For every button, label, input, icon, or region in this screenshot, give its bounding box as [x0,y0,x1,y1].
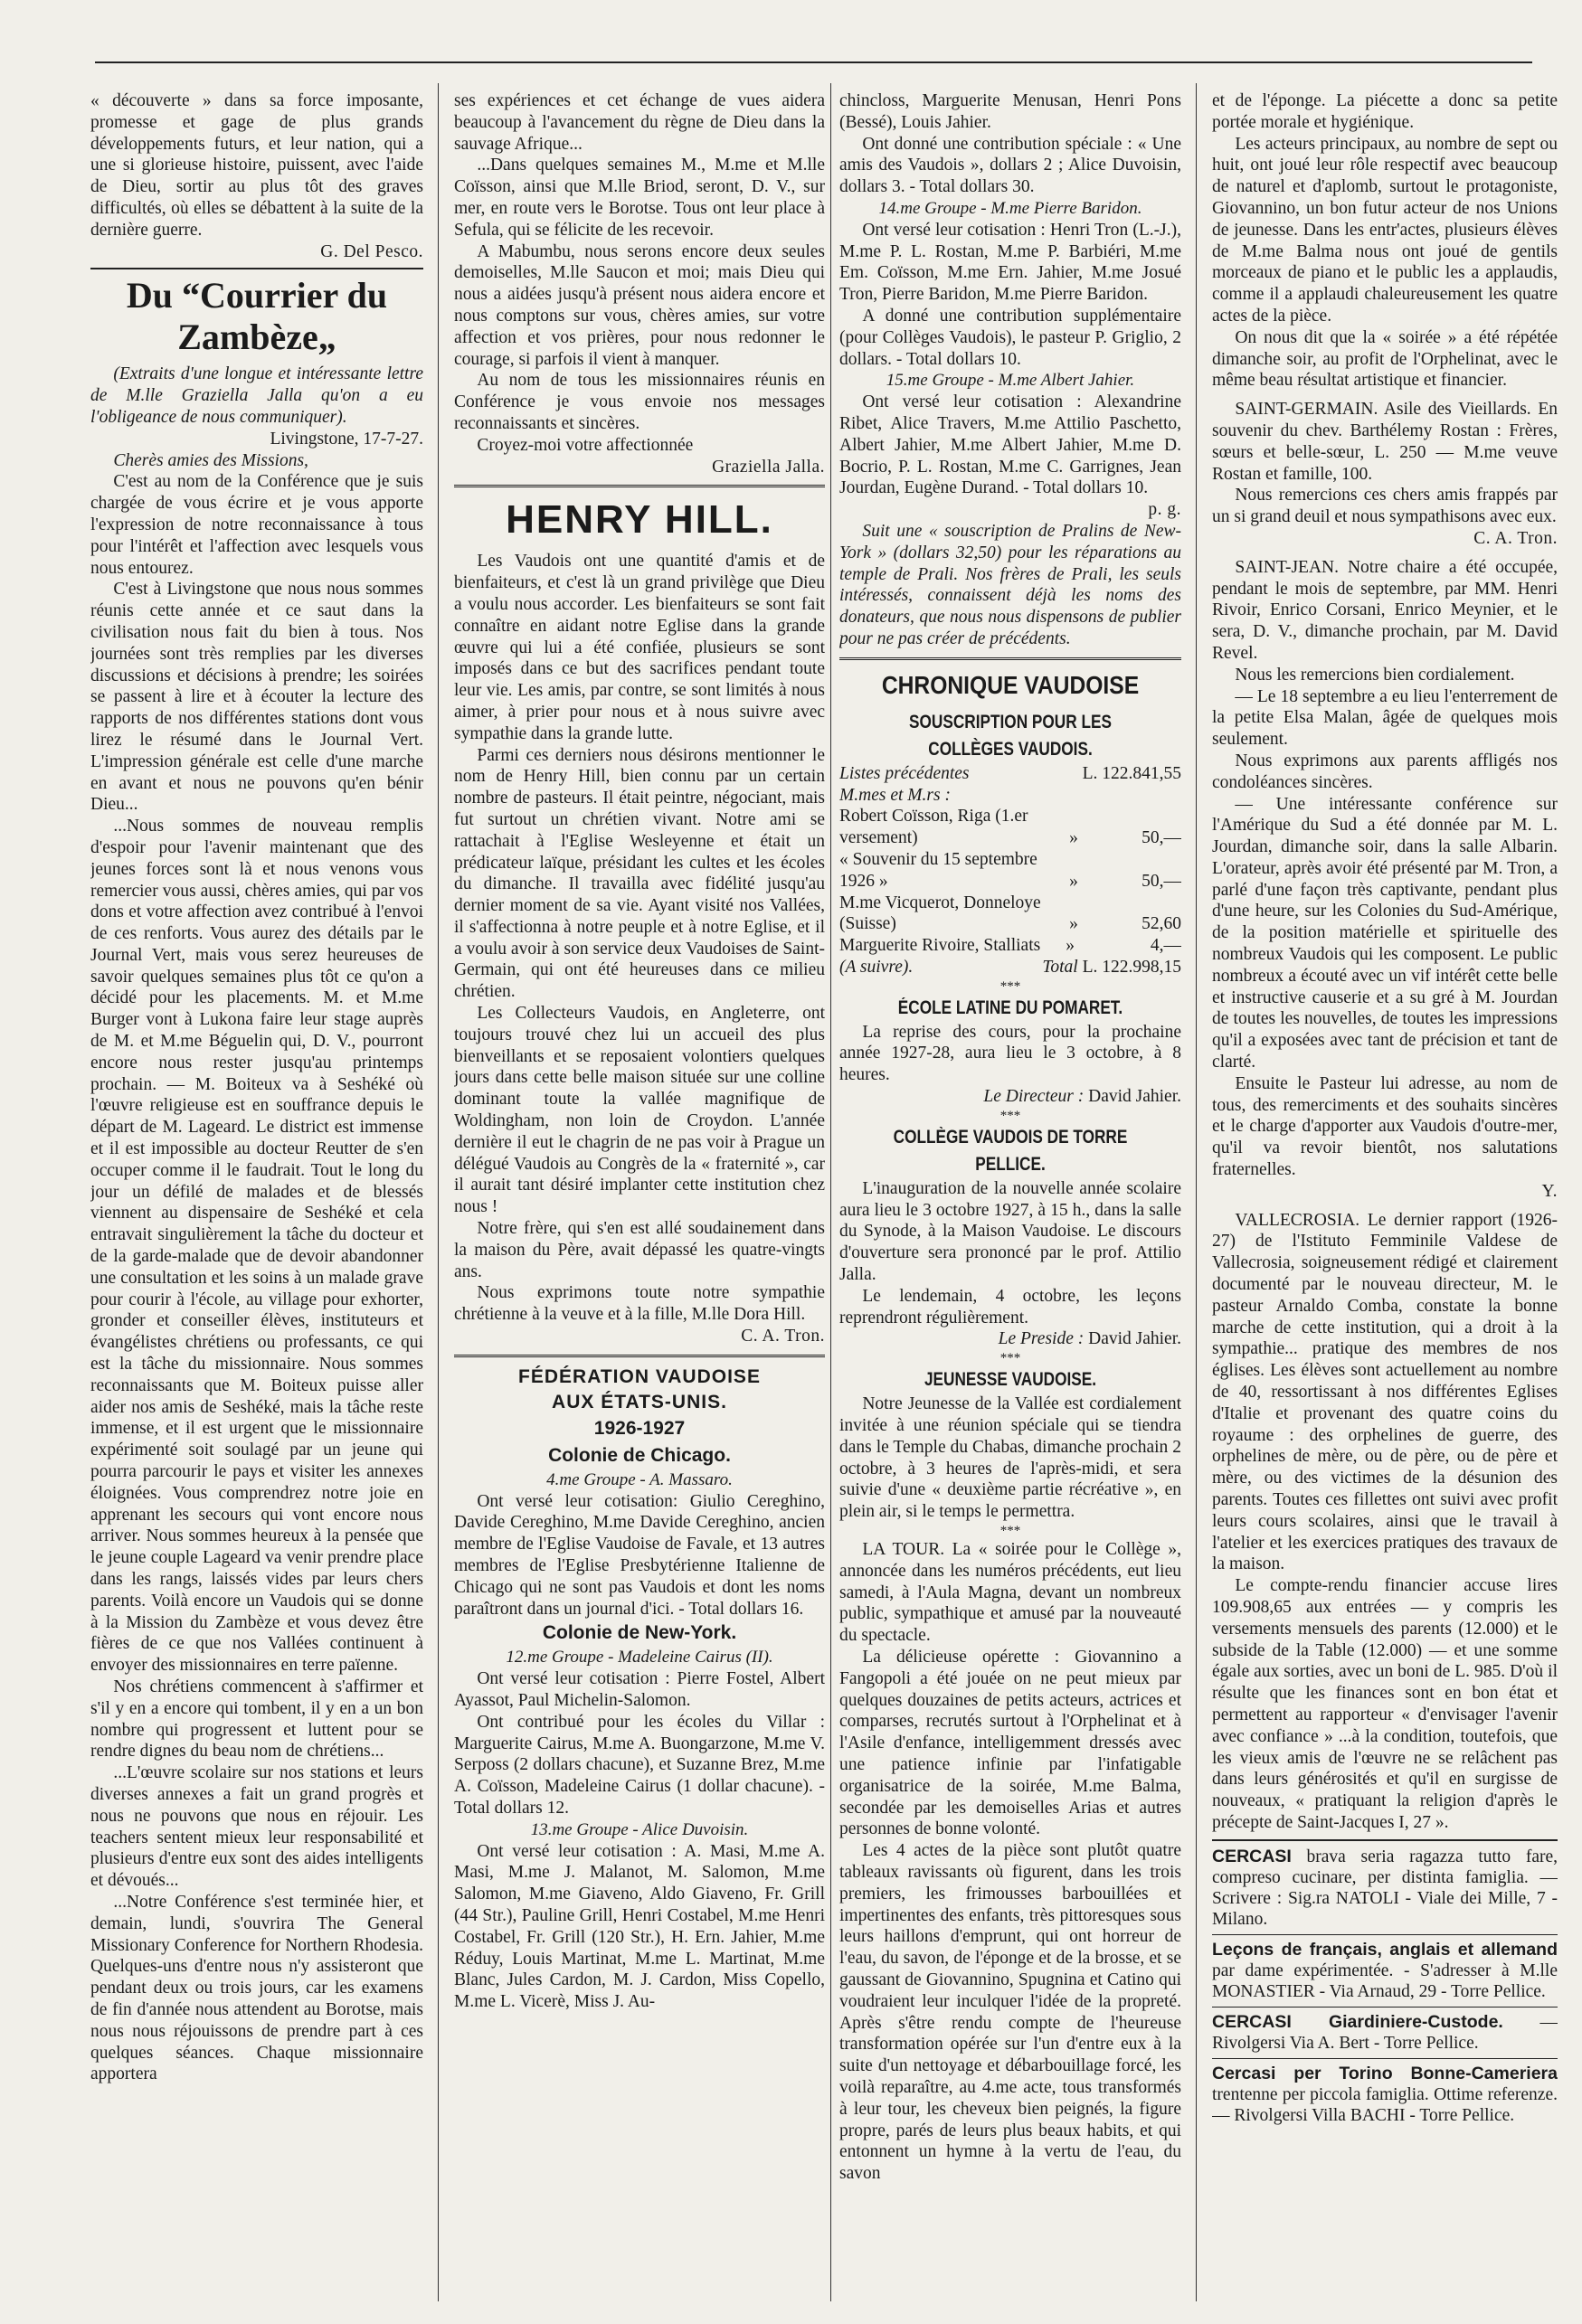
intro-signature: G. Del Pesco. [320,241,423,261]
courrier-salutation: Cherès amies des Missions, [113,450,308,470]
souscription-entry: « Souvenir du 15 septembre 1926 » » 50,— [839,849,1181,891]
stars-separator: *** [999,978,1021,994]
column-rule [830,83,831,2301]
column-2 [454,90,825,2299]
listes-row: Listes précédentes L. 122.841,55 [839,763,1181,783]
latour-paragraph: Les acteurs principaux, au nombre de sept ou huit, ont joué leur rôle respectif avec beaucoup de naturel et d'aplomb, surtout le protagoniste, Giovannino, un bon futur acteur de nos Unions de jeunesse. Dans les entr'actes, plusieurs élèves de M.me Balma nous ont joué de gentils morceaux de piano et le public les a applaudis, comme il a applaudi chaleureusement les quatre actes de la pièce. [1212,134,1558,326]
jeunesse-text: Notre Jeunesse de la Vallée est cordialement invitée à une réunion spéciale qui se tiendra dans le Temple du Chabas, dimanche prochain 2 octobre, à 3 heures de l'après-midi, et sera suivie d'une « deuxième partie récréative », en plein air, si le temps le permettra. [839,1394,1181,1522]
henry-signature: C. A. Tron. [741,1327,825,1346]
letter-paragraph: ...Dans quelques semaines M., M.me et M.lle Coïsson, ainsi que M.lle Briod, seront, D. V., sur mer, en route vers le Borotse. Tous ont leur place à Sefula, qui se félicite de les recevoir. [454,156,825,240]
column-4 [1212,90,1558,2299]
column-3: chincloss, Marguerite Menusan, Henri Pons (Bessé), Louis Jahier. Ont donné une contribution spéciale : « Une amis des Vaudois », dollars 2 ; Alice Duvoisin, dollars 3. - Total dollars 30. 14.me Groupe - M.me Pierre Baridon. Ont versé leur cotisation : Henri Tron (L.-J.), M.me P. L. Rostan, M.me P. Barbiéri, M.me Em. Coïsson, M.me Ern. Jahier, M.me Josué Tron, Pierre Baridon, M.me Pierre Baridon. A donné une contribution supplémentaire (pour Collèges Vaudois), le pasteur P. Griglio, 2 dollars. - Total dollars 10. 15.me Groupe - M.me Albert Jahier. Ont versé leur cotisation : Alexandrine Ribet, Alice Travers, M.me Attilio Paschetto, Albert Jahier, M.me Albert Jahier, M.me D. Bocrio, P. L. Rostan, M.me C. Garrignes, Jean Jourdan, Eugène Durand. - Total dollars 10. p. g. Suit une « souscription de Pralins de New-York » (dollars 32,50) pour les réparations au temple de Prali. Nos frères de Prali, les seuls intéressés, connaissent déjà les noms des donateurs, que nous nous dispensons de publier pour ne pas créer de précédents. CHRONIQUE VAUDOISE SOUSCRIPTION POUR LES COLLÈGES VAUDOIS. Listes précédentes L. 122.841,55 M.mes et M.rs : Robert Coïsson, Riga (1.er versement) » 50,— « Souvenir du 15 septembre 1926 » » 50,— M.me Vicquerot, Donneloye (Suisse) » 52,60 Marguerite Rivoire, Stalliats » 4,— (A suivre). Total L. 122.998,15 *** ÉCOLE LATINE DU POMARET. La reprise des cours, pour la prochaine année 1927-28, aura lieu le 3 octobre, à 8 heures. Le Directeur : David Jahier. *** COLLÈGE VAUDOIS DE TORRE PELLICE. L'inauguration de la nouvelle année scolaire aura lieu le 3 octobre 1927, à 15 h., dans la salle du Synode, à la Maison Vaudoise. Le discours d'ouverture sera prononcé par le prof. Attilio Jalla. Le lendemain, 4 octobre, les leçons reprendront régulièrement. Le Preside : David Jahier. *** JEUNESSE VAUDOISE. Notre Jeunesse de la Vallée est cordialement invitée à une réunion spéciale qui se tiendra dans le Temple du Chabas, dimanche prochain 2 octobre, à 3 heures de l'après-midi, et sera suivie d'une « deuxième partie récréative », en plein air, si le temps le permettra. *** LA TOUR. La « soirée pour le Collège », annoncée dans les numéros précédents, eut lieu samedi, à l'Aula Magna, devant un nombreux public, sympathique et amusé par la nouveauté du spectacle. La délicieuse opérette : Giovannino a Fangopoli a été jouée on ne peut mieux par quelques douzaines de petits acteurs, actrices et comparses, recrutés surtout à l'Orphelinat et à l'Asile d'enfance, intelligemment dressés avec une patience infinie par l'infatigable organisatrice de la soirée, M.me Balma, secondée par les demoiselles Arias et autres personnes de bonne volonté. Les 4 actes de la pièce sont plutôt quatre tableaux ravissants où figurent, dans les trois premiers, les frimousses barbouillées et impertinentes des enfants, très pittoresques sous leurs haillons d'emprunt, qui ont horreur de l'eau, du savon, de l'éponge et de la brosse, et se gaussant de Giovannino, Spugnina et Catino qui voudraient leur inculquer l'idée de la propreté. Après s'être rendu compte de l'heureuse transformation opérée sur l'un d'entre eux à la suite d'un nettoyage et débarbouillage forcé, les voilà reparaître, au 4.me acte, tous transformés à leur tour, les cheveux bien peignés, la figure propre, parés de leurs plus beaux habits, et qui entonnent un hymne à la vertu de l'eau, du savon [839,91,1181,2184]
jeunesse-title: JEUNESSE VAUDOISE. [924,1369,1097,1391]
group-15: 15.me Groupe - M.me Albert Jahier. [886,371,1135,391]
mmes-label: M.mes et M.rs : [839,785,951,805]
divider [1212,1839,1558,1841]
group-13: 13.me Groupe - Alice Duvoisin. [530,1819,749,1839]
stjean-paragraph: — Le 18 septembre a eu lieu l'enterrement de la petite Elsa Malan, âgée de quelques mois seulement. [1212,686,1558,750]
latour-paragraph: LA TOUR. La « soirée pour le Collège », annoncée dans les numéros précédents, eut lieu samedi, à l'Aula Magna, devant un nombreux public, sympathique et amusé par la nouveauté du spectacle. [839,1540,1181,1646]
intro-text: « découverte » dans sa force imposante, promesse et gage de plus grands développements futurs, et leur nation, qui a une si glorieuse histoire, puissent, avec l'aide de Dieu, sortir au plus tôt des graves difficultés, où elles se débattent à la suite de la dernière guerre. [90,91,423,240]
souscription-entry: M.me Vicquerot, Donneloye (Suisse) » 52,60 [839,893,1181,934]
group-12: 12.me Groupe - Madeleine Cairus (II). [506,1648,773,1667]
henry-paragraph: Les Vaudois ont une quantité d'amis et de bienfaiteurs, et c'est là un grand privilège que Dieu a voulu nous accorder. Les bienfaiteurs se sont fait connaître en aidant notre Eglise dans la grande œuvre qui lui a été confiée, plusieurs se sont imposés dans ce but des sacrifices pendant toute leur vie. Les amis, par contre, se sont limités à nous aimer, à prier pour nous et à nous suivre avec sympathie dans la grande lutte. [454,552,825,743]
stgermain-text: Nous remercions ces chers amis frappés par un si grand deuil et nous sympathisons avec eux. [1212,486,1558,527]
pg-mark: p. g. [1148,500,1181,520]
henry-paragraph: Les Collecteurs Vaudois, en Angleterre, ont toujours trouvé chez lui un accueil des plus bienveillants et se reposaient volontiers quelques jours dans cette belle maison située sur une colline dominant toute la vallée magnifique de Woldingham, non loin de Croydon. L'année dernière il eut le chagrin de ne pas voir à Prague un délégué Vaudois au Congrès de la « fraternité », car il aurait tant désiré implanter cette institution chez nous ! [454,1004,825,1217]
courrier-place-date: Livingstone, 17-7-27. [270,429,423,449]
group-13-cont: chincloss, Marguerite Menusan, Henri Pons (Bessé), Louis Jahier. [839,91,1181,132]
henry-paragraph: Parmi ces derniers nous désirons mentionner le nom de Henry Hill, bien connu par un certain nombre de pasteurs. Il était peintre, négociant, mais fut surtout un chrétien vivant. Notre ami se rattachait à l'Eglise Wesleyenne et était un prédicateur laïque, présidant les cultes et les écoles du dimanche. Il travailla avec fidélité jusqu'au dernier moment de sa vie. Ayant visité nos Vallées, il s'affectionna à notre peuple et à notre Eglise, et il a voulu avoir à son service deux Vaudoises de Saint-Germain, qui ont été heureuses dans ce milieu chrétien. [454,745,825,1002]
divider [90,268,423,269]
stjean-paragraph: Nous les remercions bien cordialement. [1235,665,1515,685]
courrier-note: (Extraits d'une longue et intéressante lettre de M.lle Graziella Jalla qu'on a eu l'obligeance de nous communiquer). [90,364,423,427]
souscription-title: SOUSCRIPTION POUR LES COLLÈGES VAUDOIS. [909,711,1112,760]
souscription-list [839,806,1181,957]
stjean-paragraph: — Une intéressante conférence sur l'Amérique du Sud a été donnée par M. L. Jourdan, dimanche soir, dans la salle Albarin. L'orateur, après avoir été présenté par M. Tron, a parlé d'une façon très captivante, pendant plus d'une heure, sur les Colonies du Sud-Amérique, de la position matérielle et spirituelle des nombreux Vaudois qui les composent. Le public nombreux a écouté avec un vif intérêt cette belle et instructive causerie et a su gré à M. Jourdan de toutes les nouvelles, de toutes les impressions qu'il a exposées avec tant de précision et tant de clarté. [1212,794,1558,1072]
courrier-paragraph: ...Notre Conférence s'est terminée hier, et demain, lundi, s'ouvrira The General Missionary Conference for Northern Rhodesia. Quelques-uns d'entre nous n'y assisteront que pendant deux ou trois jours, car les examens de fin d'année nous attendent au Borotse, mais nous nous réjouissons de prendre part à ces quelques séances. Chaque missionnaire apportera [90,1892,423,2084]
divider [839,657,1181,660]
courrier-paragraph: C'est au nom de la Conférence que je suis chargée de vous écrire et je vous apporte l'expression de notre reconnaissance à tous pour l'intérêt et l'affection avec lesquels vous nous entourez. [90,472,423,578]
group-13-special: Ont donné une contribution spéciale : « Une amis des Vaudois », dollars 2 ; Alice Duvoisin, dollars 3. - Total dollars 30. [839,134,1181,197]
stjean-paragraph: Ensuite le Pasteur lui adresse, au nom de tous, des remerciments et des souhaits sincères et le charge d'apporter aux Vaudois d'outre-mer, qu'il va revoir bientôt, nos salutations fraternelles. [1212,1073,1558,1180]
henry-paragraph: Nous exprimons toute notre sympathie chrétienne à la veuve et à la fille, M.lle Dora Hill. [454,1283,825,1325]
divider [454,1355,825,1357]
stgermain-text: SAINT-GERMAIN. Asile des Vieillards. En souvenir du chev. Barthélemy Rostan : Frères, sœurs et belle-sœur, L. 250 — M.me veuve Rostan et famille, 100. [1212,400,1558,484]
classified-ad: CERCASI Giardiniere-Custode. — Rivolgersi Via A. Bert - Torre Pellice. [1212,2011,1558,2053]
stars-separator: *** [999,1108,1021,1123]
vallecrosia-paragraph: VALLECROSIA. Le dernier rapport (1926-27) de l'Istituto Femminile Valdese de Vallecrosia, soigneusement rédigé et clairement documenté par le nouveau directeur, M. le pasteur Arnaldo Comba, constate la bonne marche de cette institution, qui a droit à la sympathie... pratique des membres de nos églises. Les élèves sont actuellement au nombre de 40, ressortissant à nos différentes Eglises d'Italie et provenant des quatre coins du royaume : des orphelines de guerre, des orphelines de mère, ou de père, ou de père et mère, ou des victimes de la désunion des parents. Toutes ces fillettes ont suivi avec profit leurs cours scolaires, ainsi que le travail à l'atelier et les exercices pratiques des travaux de la maison. [1212,1210,1558,1574]
souscription-entry: Robert Coïsson, Riga (1.er versement) » 50,— [839,807,1181,848]
group-14-text: Ont versé leur cotisation : Henri Tron (L.-J.), M.me P. L. Rostan, M.me P. Barbiéri, M.me Em. Coïsson, M.me Ern. Jahier, M.me Josué Tron, Pierre Baridon, M.me Pierre Baridon. [839,220,1181,305]
letter-signature: Graziella Jalla. [712,457,825,477]
henry-hill-title: HENRY HILL. [506,497,773,543]
ecole-title: ÉCOLE LATINE DU POMARET. [897,997,1123,1018]
chicago-group: 4.me Groupe - A. Massaro. [546,1469,733,1489]
group-14-text: A donné une contribution supplémentaire (pour Collèges Vaudois), le pasteur P. Griglio, 2 dollars. - Total dollars 10. [839,306,1181,369]
latour-cont: et de l'éponge. La piécette a donc sa petite portée morale et hygiénique. [1212,91,1558,132]
chicago-title: Colonie de Chicago. [548,1444,731,1466]
classified-ad: Leçons de français, anglais et allemand par dame expérimentée. - S'adresser à M.lle MONASTIER - Via Arnaud, 29 - Torre Pellice. [1212,1939,1558,2001]
courrier-paragraph: ...Nous sommes de nouveau remplis d'espoir pour l'avenir maintenant que des jeunes forces sont là et nous venons vous remercier vous aussi, chères amies, qui par vos dons et votre affection avez contribué à l'envoi de ces renforts. Vous aurez des détails par le Journal Vert, mais vous serez heureuses de savoir quelques semaines plus tôt ce qu'on a décidé pour les placements. M. et M.me Burger vont à Lukona faire leur stage auprès de M. et M.me Béguelin qui, D. V., pourront encore nous rester jusqu'au printemps prochain. — M. Boiteux va à Seshéké où l'œuvre religieuse est en souffrance depuis le départ de M. Lageard. Le district est immense et il est impossible au docteur Reutter de s'en occuper comme il le faudrait. Tout le long du jour un défilé de malades et de blessés viennent au dispensaire de Seshéké et cela entravait singulièrement la tâche du docteur et de la garde-malade que de devoir abandonner une consultation et les soins à un malade grave pour courir à l'école, au village pour exhorter, gronder et conseiller élèves, instituteurs et évangélistes chrétiens ou professants, ce qui est la tâche du missionnaire. Nous sommes reconnaissants que M. Boiteux puisse aller aider nos amis de Seshéké, mais la tâche reste immense, et il est urgent que le missionnaire expérimenté soit soulagé par un jeune qui pourra parcourir le pays et visiter les annexes éloignées. Vous comprendrez notre joie en apprenant les secours qui vont encore nous arriver. Nous sommes heureux à la pensée que le jeune couple Lageard va venir prendre place dans les rangs, laissés vides par leurs chers parents. Voilà encore un Vaudois qui se donne à la Mission du Zambèze et vous devez être fières de ce que nos Vallées continuent à envoyer des missionnaires en terre païenne. [90,817,423,1676]
stjean-paragraph: Nous exprimons aux parents affligés nos condoléances sincères. [1212,751,1558,792]
letter-paragraph: A Mabumbu, nous serons encore deux seules demoiselles, M.lle Saucon et moi; mais Dieu qui nous a aidées jusqu'à présent nous aidera encore et nous comptons sur vous, chères amies, sur votre affection et vos prières, pour nous redonner le courage, si parfois il vient à manquer. [454,241,825,369]
classified-ad: CERCASI brava seria ragazza tutto fare, compreso cucinare, per distinta famiglia. — Scrivere : Sig.ra NATOLI - Viale dei Mille, 7 - Milano. [1212,1846,1558,1929]
ad-divider [1212,1934,1558,1935]
souscription-entry: Marguerite Rivoire, Stalliats » 4,— [839,936,1181,956]
chicago-text: Ont versé leur cotisation: Giulio Cereghino, Davide Cereghino, M.me Davide Cereghino, ancien membre de l'Eglise Vaudoise de Favale, et 13 autres membres de l'Eglise Presbytérienne Italienne de Chicago qui ne sont pas Vaudois et dont les noms paraîtront dans un journal d'ici. - Total dollars 16. [454,1491,825,1619]
group-14: 14.me Groupe - M.me Pierre Baridon. [878,198,1142,218]
group-12-text: Ont versé leur cotisation : Pierre Fostel, Albert Ayassot, Paul Michelin-Salomon. [454,1669,825,1710]
letter-paragraph: Au nom de tous les missionnaires réunis en Conférence je vous envoie nos messages reconnaissants et sincères. [454,371,825,433]
column-rule [438,83,439,2301]
column-rule [1196,83,1197,2301]
stjean-paragraph: SAINT-JEAN. Notre chaire a été occupée, pendant le mois de septembre, par MM. Henri Rivoir, Enrico Corsani, Enrico Meynier, et le sera, D. V., dimanche prochain, par M. David Revel. [1212,557,1558,663]
college-signature: David Jahier. [1088,1329,1181,1349]
total-row: (A suivre). Total L. 122.998,15 [839,957,1181,977]
stars-separator: *** [999,1524,1021,1539]
henry-paragraph: Notre frère, qui s'en est allé soudainement dans la maison du Père, avait dépassé les quatre-vingts ans. [454,1219,825,1281]
courrier-paragraph: C'est à Livingstone que nous nous sommes réunis cette année et ce saut dans la civilisation nous fait du bien à tous. Nos journées sont très remplies par les diverses discussions et décisions à prendre; les soirées se passent à lire et à écouter la lecture des rapports de nos différentes stations dont vous lirez le résumé dans le Journal Vert. L'impression générale est celle d'une marche en avant et nous ne pouvons qu'en bénir Dieu... [90,580,423,815]
courrier-paragraph: ...L'œuvre scolaire sur nos stations et leurs diverses annexes a fait un grand progrès et nous ne pouvons que nous en réjouir. Les teachers sentent mieux leur responsabilité et plusieurs d'entre eux sont des aides intelligents et dévoués... [90,1763,423,1891]
latour-paragraph: Les 4 actes de la pièce sont plutôt quatre tableaux ravissants où figurent, dans les trois premiers, les frimousses barbouillées et impertinentes des enfants, très pittoresques sous leurs haillons d'emprunt, qui ont horreur de l'eau, du savon, de l'éponge et de la brosse, et se gaussant de Giovannino, Spugnina et Catino qui voudraient leur inculquer l'idée de la propreté. Après s'être rendu compte de l'heureuse transformation opérée sur l'un d'entre eux à la suite d'un nettoyage et débarbouillage forcé, les voilà reparaître, au 4.me acte, tous transformés à leur tour, les cheveux bien peignés, la figure propre, parés de leurs plus beaux habits, et qui entonnent un hymne à la vertu de l'eau, du savon [839,1841,1181,2184]
classified-ad: Cercasi per Torino Bonne-Cameriera trentenne per piccola famiglia. Ottime referenze. — Rivolgersi Villa BACHI - Torre Pellice. [1212,2063,1558,2125]
federation-subtitle: AUX ÉTATS-UNIS. [552,1391,727,1412]
college-title: COLLÈGE VAUDOIS DE TORRE PELLICE. [893,1126,1128,1175]
classified-ads [1212,1847,1558,2126]
stars-separator: *** [999,1351,1021,1366]
letter-paragraph: Croyez-moi votre affectionnée [477,435,694,455]
college-text: Le lendemain, 4 octobre, les leçons reprendront régulièrement. [839,1286,1181,1327]
letter-paragraph: ses expériences et cet échange de vues aidera beaucoup à l'avancement du règne de Dieu dans la sauvage Afrique... [454,91,825,154]
chronique-title: CHRONIQUE VAUDOISE [881,670,1140,699]
ad-divider [1212,2058,1558,2059]
vallecrosia-paragraph: Le compte-rendu financier accuse lires 109.908,65 aux entrées — y compris les versements mensuels des parents (12.000) et le subside de la Table (12.000) — et une somme égale aux sorties, avec un boni de L. 985. D'où il résulte que les finances sont en bon état et permettent au rapporteur « d'envisager l'avenir avec confiance » ...à la condition, toutefois, que les vieux amis de l'œuvre ne se relâchent pas dans leurs générosités et qu'il en surgisse de nouveaux, « pratiquant la religion d'après le précepte de Saint-Jacques I, 27 ». [1212,1576,1558,1832]
latour-paragraph: On nous dit que la « soirée » a été répétée dimanche soir, au profit de l'Orphelinat, avec le même beau résultat artistique et financier. [1212,327,1558,391]
federation-years: 1926-1927 [593,1417,686,1439]
top-rule [95,61,1532,63]
latour-paragraph: La délicieuse opérette : Giovannino a Fangopoli a été jouée on ne peut mieux par quelques douzaines de petits acteurs, actrices et comparses, recrutés surtout à l'Orphelinat et à l'Asile d'enfance, intelligemment dressés avec une patience infinie par l'infatigable organisatrice de la soirée, M.me Balma, secondée par les demoiselles Arias et autres personnes de bonne volonté. [839,1648,1181,1839]
college-text: L'inauguration de la nouvelle année scolaire aura lieu le 3 octobre 1927, à 15 h., dans la salle du Synode, à la Maison Vaudoise. Le discours d'ouverture sera prononcé par le prof. Attilio Jalla. [839,1178,1181,1285]
courrier-paragraph: Nos chrétiens commencent à s'affirmer et s'il y en a encore qui tombent, il y en a un bon nombre qui progressent et luttent pour se rendre dignes du beau nom de chrétiens... [90,1677,423,1762]
group-12-text: Ont contribué pour les écoles du Villar : Marguerite Cairus, M.me A. Buongarzone, M.me V. Serposs (2 dollars chacune), et Suzanne Brez, M.me A. Coïsson, Madeleine Cairus (1 dollar chacune). - Total dollars 12. [454,1712,825,1818]
stgermain-signature: C. A. Tron. [1473,528,1558,548]
ad-divider [1212,2007,1558,2008]
group-13-text: Ont versé leur cotisation : A. Masi, M.me A. Masi, M.me J. Malanot, M. Salomon, M.me Salomon, M.me Giaveno, Aldo Giaveno, Fr. Grill (44 Str.), Pauline Grill, Henri Costabel, M.me Henri Costabel, Fr. Grill (120 Str.), H. Ern. Jahier, M.me Réduy, Louis Martinat, M.me L. Martinat, M.me Blanc, Jules Cardon, M. J. Cardon, Miss Copello, M.me L. Vicerè, Miss J. Au- [454,1841,825,2012]
group-15-text: Ont versé leur cotisation : Alexandrine Ribet, Alice Travers, M.me Attilio Paschetto, Albert Jahier, M.me Albert Jahier, M.me D. Bocrio, P. L. Rostan, M.me C. Garrignes, Jean Jourdan, Eugène Durand. - Total dollars 10. [839,392,1181,498]
courrier-title: Du “Courrier du Zambèze„ [126,275,388,358]
column-1 [90,90,423,2299]
divider [454,485,825,487]
ecole-signature: David Jahier. [1088,1087,1181,1107]
newyork-title: Colonie de New-York. [542,1622,737,1644]
stjean-signature: Y. [1541,1181,1558,1201]
federation-title: FÉDÉRATION VAUDOISE [518,1365,761,1387]
prali-note: Suit une « souscription de Pralins de New-York » (dollars 32,50) pour les réparations au temple de Prali. Nos frères de Prali, les seuls intéressés, connaissent déjà les noms des donateurs, que nous nous dispensons de publier pour ne pas créer de précédents. [839,521,1181,648]
ecole-text: La reprise des cours, pour la prochaine année 1927-28, aura lieu le 3 octobre, à 8 heures. [839,1022,1181,1085]
